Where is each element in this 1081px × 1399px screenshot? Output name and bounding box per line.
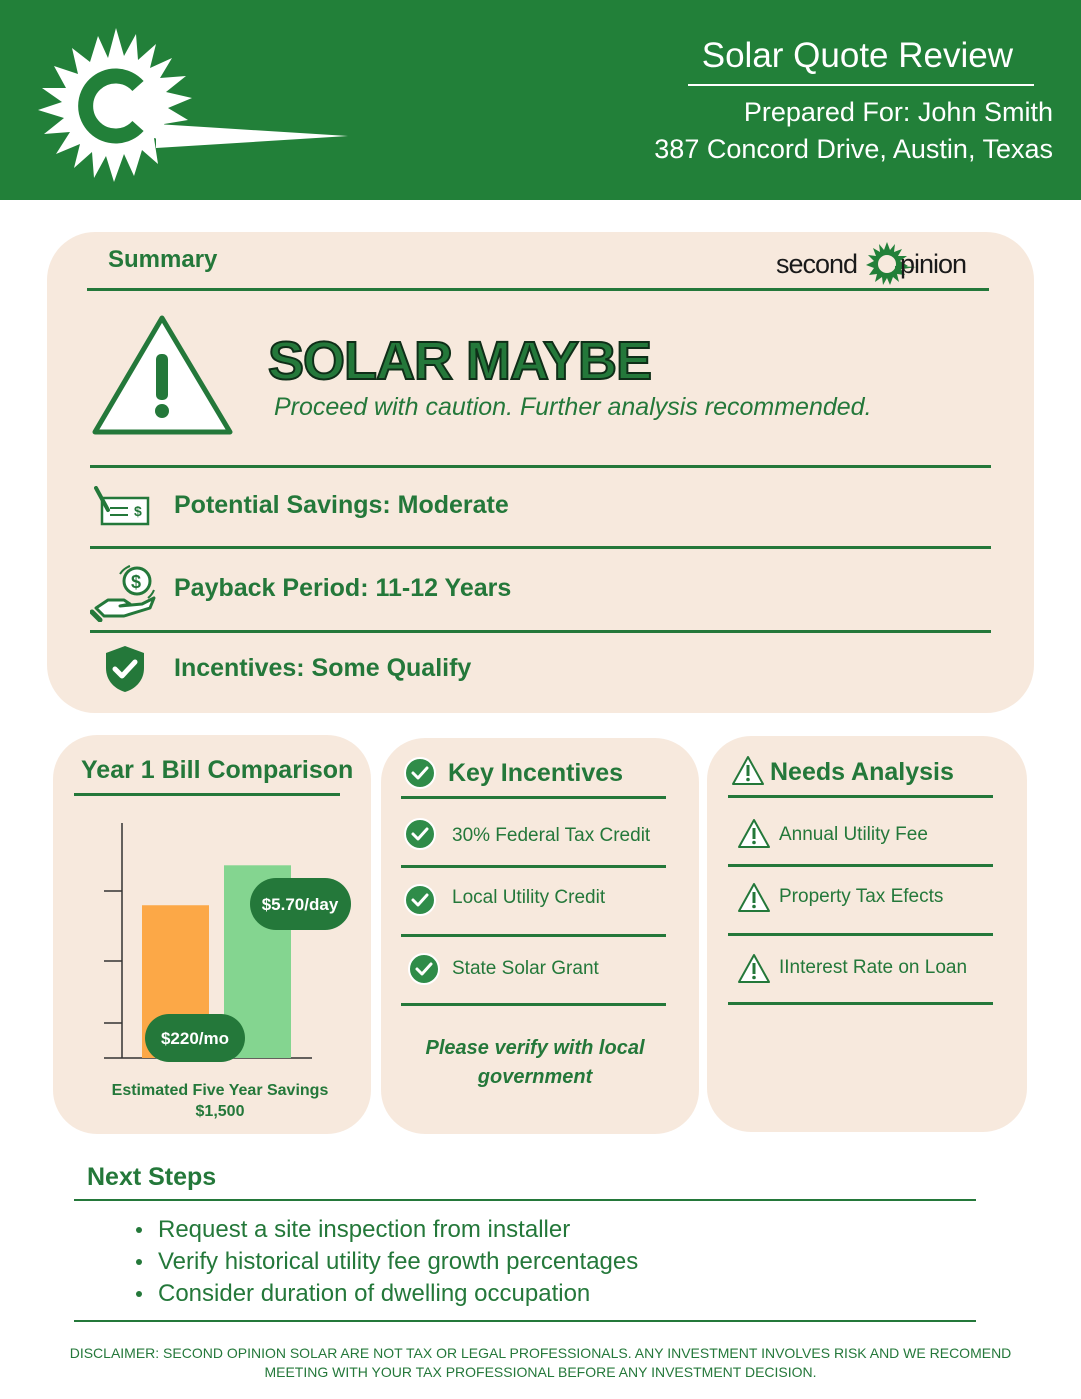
five-year-savings-label: Estimated Five Year Savings bbox=[111, 1082, 329, 1099]
next-steps-heading: Next Steps bbox=[87, 1163, 217, 1191]
summary-card bbox=[47, 232, 1034, 713]
needs-analysis-heading: Needs Analysis bbox=[770, 758, 954, 786]
warning-icon bbox=[737, 818, 771, 849]
incentive-divider bbox=[401, 934, 666, 937]
incentives-text: Incentives: Some Qualify bbox=[174, 654, 472, 682]
verdict-subtitle: Proceed with caution. Further analysis recommended. bbox=[274, 393, 872, 421]
logo-text-left: second bbox=[776, 249, 858, 279]
key-incentives-heading: Key Incentives bbox=[448, 759, 624, 787]
next-step-item: Consider duration of dwelling occupation bbox=[158, 1278, 638, 1310]
summary-divider bbox=[90, 546, 991, 549]
sun-logo-icon bbox=[28, 14, 348, 196]
incentive-item: Local Utility Credit bbox=[452, 887, 606, 908]
payback-period-text: Payback Period: 11-12 Years bbox=[174, 574, 512, 602]
incentive-item: State Solar Grant bbox=[452, 958, 599, 979]
summary-divider bbox=[90, 630, 991, 633]
incentive-divider bbox=[401, 865, 666, 868]
check-circle-icon bbox=[403, 756, 437, 790]
needs-analysis-item: IInterest Rate on Loan bbox=[779, 957, 968, 978]
disclaimer-text: DISCLAIMER: SECOND OPINION SOLAR ARE NOT TAX OR LEGAL PROFESSIONALS. ANY INVESTMENT INVOLVES RISK AND WE RECOMEND MEETING WITH YOUR TAX PROFESSIONAL BEFORE ANY INVESTMENT DECISION. bbox=[69, 1345, 1012, 1380]
svg-text:$220/mo: $220/mo bbox=[160, 1029, 230, 1048]
bill-comparison-divider bbox=[74, 793, 340, 796]
logo-text-right: pinion bbox=[900, 249, 967, 279]
incentive-divider bbox=[401, 1003, 666, 1006]
verdict-title: SOLAR MAYBE bbox=[268, 331, 652, 391]
bill-comparison-chart bbox=[100, 818, 360, 1068]
potential-savings-text: Potential Savings: Moderate bbox=[174, 491, 509, 519]
check-payment-icon bbox=[94, 486, 152, 528]
svg-text:$: $ bbox=[134, 503, 142, 519]
needs-analysis-item: Property Tax Efects bbox=[779, 886, 944, 907]
five-year-savings-value: $1,500 bbox=[195, 1103, 245, 1120]
next-step-item: Request a site inspection from installer bbox=[158, 1214, 638, 1246]
key-incentives-divider bbox=[401, 796, 666, 799]
next-step-item: Verify historical utility fee growth percentages bbox=[158, 1246, 638, 1278]
report-title: Solar Quote Review bbox=[701, 36, 1013, 75]
warning-icon bbox=[737, 953, 771, 984]
svg-text:$5.70/day: $5.70/day bbox=[261, 895, 339, 914]
summary-heading: Summary bbox=[108, 246, 218, 273]
data-label-solar bbox=[250, 878, 351, 930]
check-circle-icon bbox=[403, 883, 437, 917]
needs-analysis-item: Annual Utility Fee bbox=[779, 824, 928, 845]
check-circle-icon bbox=[403, 817, 437, 851]
next-steps-divider bbox=[74, 1199, 976, 1201]
warning-icon bbox=[737, 882, 771, 913]
needs-analysis-divider bbox=[728, 795, 993, 798]
data-label-current bbox=[145, 1014, 245, 1062]
svg-text:$: $ bbox=[131, 572, 142, 592]
needs-divider bbox=[728, 1002, 993, 1005]
title-underline bbox=[688, 84, 1034, 86]
check-circle-icon bbox=[407, 952, 441, 986]
second-opinion-logo bbox=[776, 242, 976, 288]
next-steps-list bbox=[158, 1214, 638, 1310]
summary-divider bbox=[87, 288, 989, 291]
footer-divider bbox=[74, 1320, 976, 1322]
incentive-item: 30% Federal Tax Credit bbox=[452, 825, 651, 846]
warning-triangle-icon bbox=[90, 312, 235, 440]
verify-note: Please verify with local government bbox=[425, 1037, 645, 1088]
warning-icon bbox=[731, 755, 765, 786]
shield-check-icon bbox=[104, 644, 146, 694]
needs-divider bbox=[728, 933, 993, 936]
hand-money-icon bbox=[90, 564, 158, 622]
bill-comparison-heading: Year 1 Bill Comparison bbox=[81, 756, 354, 784]
address-text: 387 Concord Drive, Austin, Texas bbox=[654, 134, 1053, 164]
summary-divider bbox=[90, 465, 991, 468]
needs-divider bbox=[728, 864, 993, 867]
prepared-for-text: Prepared For: John Smith bbox=[743, 97, 1053, 127]
